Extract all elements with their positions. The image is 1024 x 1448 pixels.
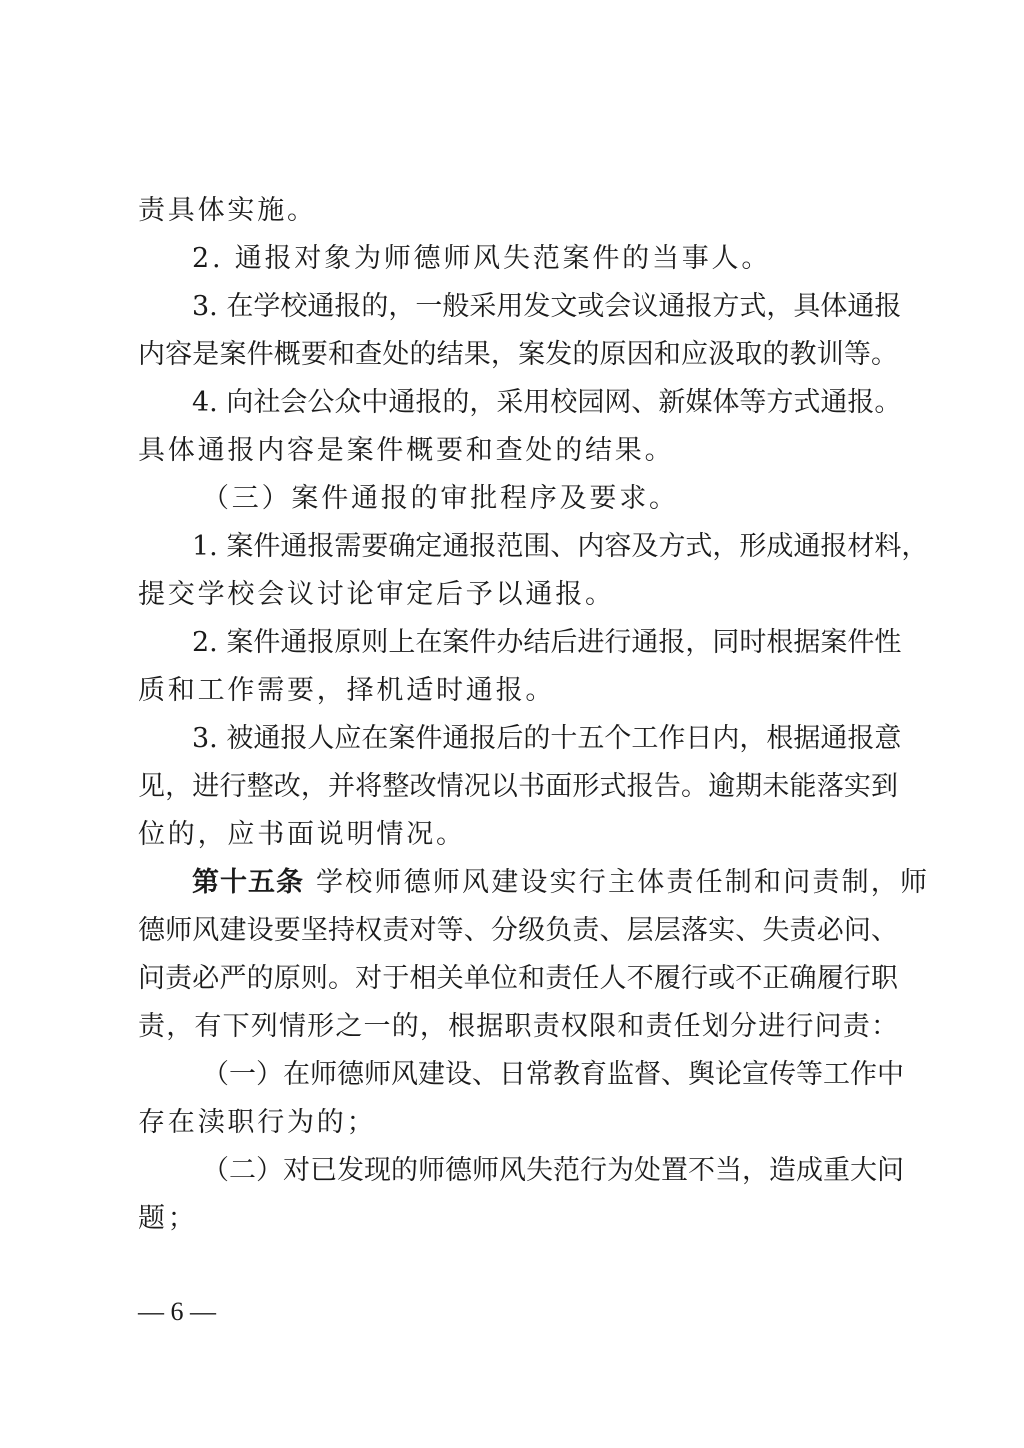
paragraph-line: 内容是案件概要和查处的结果，案发的原因和应汲取的教训等。 [138,339,898,370]
paragraph-line: 问责必严的原则。对于相关单位和责任人不履行或不正确履行职 [138,963,898,994]
list-item-line: 题； [138,1203,198,1234]
paragraph-line: 见，进行整改，并将整改情况以书面形式报告。逾期未能落实到 [138,771,898,802]
paragraph-line: 2. 案件通报原则上在案件办结后进行通报，同时根据案件性 [192,627,902,658]
paragraph-line: 位的，应书面说明情况。 [138,819,466,850]
list-item-line: 存在渎职行为的； [138,1107,377,1138]
paragraph-line: 具体通报内容是案件概要和查处的结果。 [138,435,675,466]
paragraph-line: 提交学校会议讨论审定后予以通报。 [138,579,615,610]
paragraph-line: 责具体实施。 [138,195,317,226]
page-number: — 6 — [138,1297,216,1326]
paragraph-line: 3. 在学校通报的，一般采用发文或会议通报方式，具体通报 [192,291,902,322]
paragraph-line: 责，有下列情形之一的，根据职责权限和责任划分进行问责： [138,1011,898,1042]
paragraph-line: 4. 向社会公众中通报的，采用校园网、新媒体等方式通报。 [192,387,902,418]
list-item-line: （一）在师德师风建设、日常教育监督、舆论宣传等工作中 [202,1059,904,1090]
section-heading: （三）案件通报的审批程序及要求。 [202,483,679,514]
paragraph-line: 质和工作需要，择机适时通报。 [138,675,556,706]
article-text: 学校师德师风建设实行主体责任制和问责制，师 [316,867,930,898]
paragraph-line: 1. 案件通报需要确定通报范围、内容及方式，形成通报材料， [192,531,929,562]
paragraph-line: 3. 被通报人应在案件通报后的十五个工作日内，根据通报意 [192,723,902,754]
article-heading: 第十五条 [192,867,304,898]
paragraph-line: 德师风建设要坚持权责对等、分级负责、层层落实、失责必问、 [138,915,898,946]
paragraph-line: 2. 通报对象为师德师风失范案件的当事人。 [192,243,772,274]
article-paragraph-line [192,859,930,907]
list-item-line: （二）对已发现的师德师风失范行为处置不当，造成重大问 [202,1155,904,1186]
